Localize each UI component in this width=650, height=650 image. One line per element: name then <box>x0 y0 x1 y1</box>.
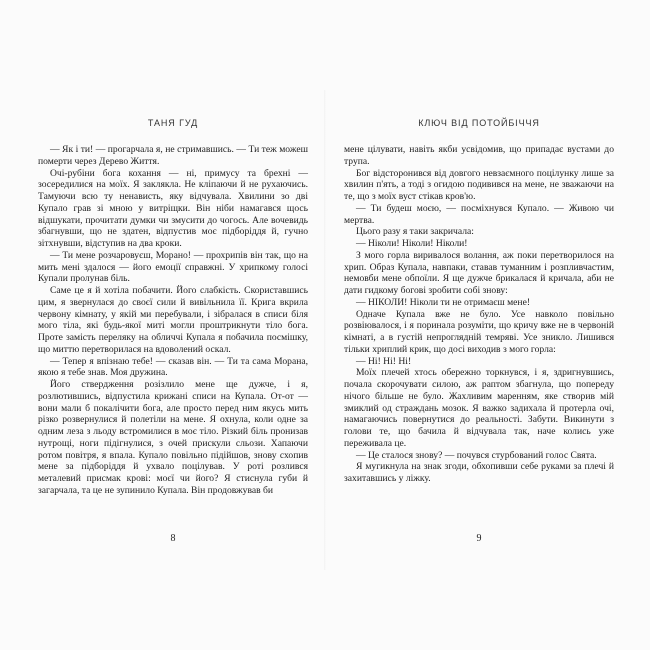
paragraph: Цього разу я таки закричала: <box>356 226 474 238</box>
paragraph: Моїх плечей хтось обережно торкнувся, і я, здригнувшись, почала скорочувати силою, аж раптом збагнула, що попереду нічого більше не було. Жахливим маренням, яке створив мій змиклий од страждань мозок. Я важко задихала й протерла очі, намагаючись повернутися до реальності. Забути. Викинути з голови те, що бачила й відчувала так, наче колись уже переживала це. <box>344 367 614 449</box>
book-gutter <box>324 90 326 570</box>
paragraph: мене цілувати, навіть якби усвідомив, що припадає вустами до трупа. <box>344 144 614 167</box>
right-page <box>344 118 614 548</box>
paragraph: Бог відсторонився від довгого невзаємного поцілунку лише за хвилин п'ять, а тоді з огидою подивився на мене, не зважаючи на те, що з моїх вуст стікав кров'ю. <box>344 167 614 202</box>
left-page-text <box>38 144 308 497</box>
page-number-left: 8 <box>170 533 176 544</box>
paragraph: — Ти будеш моєю, — посміхнувся Купало. — Живою чи мертва. <box>344 202 614 226</box>
paragraph: Саме це я й хотіла побачити. Його слабкість. Скориставшись цим, я звернулася до своєї сили й вивільнила її. Крига вкрила червону кімнату, у якій ми перебували, і зібралася в списи біля мого тіла, які будь-якої миті могли проштрикнути тіло бога. Проте замість переляку на обличчі Купала я побачила посмішку, що миттю перетворилася на вдоволений оскал. <box>38 285 308 355</box>
left-page <box>38 118 308 548</box>
paragraph: — Це сталося знову? — почувся стурбований голос Свята. <box>356 449 597 461</box>
paragraph: — Тепер я впізнаю тебе! — сказав він. — Ти та сама Морана, якою я тебе знав. Моя дружина. <box>38 355 308 379</box>
paragraph: — Ні! Ні! Ні! <box>356 355 412 367</box>
paragraph: — Як і ти! — прогарчала я, не стримавшись. — Ти теж можеш померти через Дерево Життя. <box>38 144 308 167</box>
paragraph: З мого горла виривалося волання, аж поки перетворилося на хрип. Образ Купала, навпаки, ставав туманним і розпливчастим, немовби мене обпоїли. Я ще дужче брикалася й кричала, аби не дати гидкому богові зробити собі знову: <box>344 249 614 296</box>
running-head-title: КЛЮЧ ВІД ПОТОЙБІЧЧЯ <box>418 118 540 128</box>
paragraph: — Ніколи! Ніколи! Ніколи! <box>356 238 468 249</box>
right-page-text <box>344 144 614 485</box>
paragraph: Я мугикнула на знак згоди, обхопивши себе руками за плечі й захитавшись у ліжку. <box>344 461 614 484</box>
paragraph: — Ти мене розчаровуєш, Морано! — прохрипів він так, що на мить мені здалося — його емоції справжні. У хрипкому голосі Купали пролунав біль. <box>38 249 308 285</box>
running-head-author: ТАНЯ ГУД <box>147 118 199 128</box>
page-number-right: 9 <box>476 533 482 544</box>
paragraph: Очі-рубіни бога кохання — ні, примусу та брехні — зосередилися на моїх. Я закляклa. Не кліпаючи й не рухаючись. Тамуючи всю ту ненависть, яку відчувала. Хвилини зо дві Купало грав зі мною у витріщки. Він ніби намагався щось відшукати, прочитати думки чи змусити до чогось. Але вочевидь збагнувши, що не здатен, відпустив моє підборіддя й, гучно зітхнувши, відступив на два кроки. <box>38 167 308 249</box>
paragraph: — НІКОЛИ! Ніколи ти не отримаєш мене! <box>356 296 531 308</box>
paragraph: Його ствердження розізлило мене ще дужче, і я, розлютившись, відпустила крижані списи на Купала. От-от — вони мали б покалічити бога, але просто перед ним якусь мить різко розвернулися й полетіли на мене. Я охнула, коли одне за одним леза з льоду встромилися в моє тіло. Різкий біль пронизав нутрощі, ноги підігнулися, з очей прискули сльози. Хапаючи ротом повітря, я впала. Купало повільно підійшов, знову схопив мене за підборіддя й ухвало поцілував. У роті розлився металевий присмак крові: моєї чи його? Я стиснула губи й загарчала, та це не зупинило Купала. Він продовжував би <box>38 379 308 496</box>
paragraph: Одначе Купала вже не було. Усе навколо повільно розвіювалося, і я поринала розуміти, що кричу вже не в червоній кімнаті, а в густій непроглядній темряві. Усе зникло. Лишився тільки хриплий крик, що досі виходив з мого горла: <box>344 308 614 355</box>
